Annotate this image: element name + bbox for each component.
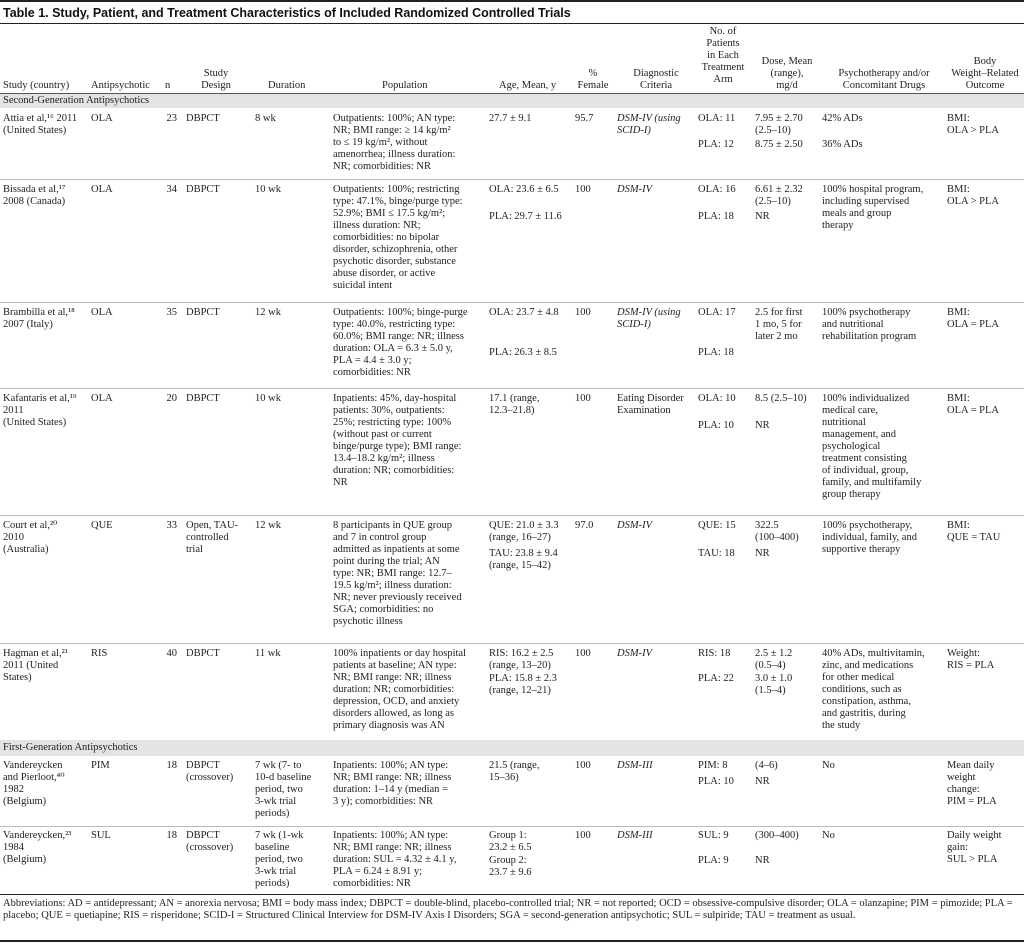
cell-dose-1: 6.61 ± 2.32 (2.5–10): [755, 184, 803, 207]
header-n: n: [165, 80, 171, 91]
cell-female: 100: [575, 760, 591, 771]
cell-female: 100: [575, 393, 591, 404]
cell-design: DBPCT: [186, 307, 220, 318]
cell-n: 18: [166, 830, 177, 841]
cell-female: 95.7: [575, 113, 594, 124]
cell-antipsychotic: OLA: [91, 393, 113, 404]
cell-study: Vandereycken and Pierloot,⁴⁰ 1982 (Belgium): [3, 760, 65, 807]
cell-antipsychotic: PIM: [91, 760, 110, 771]
cell-n: 23: [166, 113, 177, 124]
cell-criteria: DSM-IV: [617, 648, 652, 659]
cell-population: Outpatients: 100%; binge-purge type: 40.0%, restricting type: 60.0%; BMI range: NR; illness duration: OLA = 6.3 ± 5.0 y, PLA = 4.4 ± 3.0 y; comorbidities: NR: [333, 307, 468, 378]
cell-age-2: PLA: 26.3 ± 8.5: [489, 347, 557, 358]
header-patients: No. of Patients in Each Treatment Arm: [701, 26, 745, 85]
cell-dose: 2.5 for first 1 mo, 5 for later 2 mo: [755, 307, 803, 342]
cell-psychotherapy: 100% hospital program, including supervised meals and group therapy: [822, 184, 924, 231]
cell-dose-1: (4–6): [755, 760, 778, 771]
cell-duration: 11 wk: [255, 648, 281, 659]
cell-design: DBPCT: [186, 113, 220, 124]
cell-dose-2: NR: [755, 548, 770, 559]
cell-arm-2: PLA: 18: [698, 347, 734, 358]
cell-criteria: DSM-IV: [617, 520, 652, 531]
cell-arm-2: PLA: 10: [698, 420, 734, 431]
cell-psychotherapy: 100% psychotherapy and nutritional rehabilitation program: [822, 307, 917, 342]
header-population: Population: [382, 80, 428, 91]
cell-population: Outpatients: 100%; AN type: NR; BMI range: ≥ 14 kg/m² to ≤ 19 kg/m², without amenorrhea; illness duration: NR; comorbidities: NR: [333, 113, 456, 172]
row-divider: [0, 515, 1024, 516]
cell-n: 33: [166, 520, 177, 531]
header-age: Age, Mean, y: [499, 80, 557, 91]
cell-n: 20: [166, 393, 177, 404]
cell-dose-2: NR: [755, 776, 770, 787]
cell-weight-outcome: BMI: OLA > PLA: [947, 184, 1000, 207]
cell-population: 100% inpatients or day hospital patients at baseline; AN type: NR; BMI range: NR; illness duration: NR; comorbidities: depression, OCD, and anxiety disorders allowed, as long as primary diagnosis was AN: [333, 648, 466, 731]
row-divider: [0, 302, 1024, 303]
cell-arm-2: PLA: 12: [698, 139, 734, 150]
cell-duration: 8 wk: [255, 113, 276, 124]
cell-n: 40: [166, 648, 177, 659]
cell-arm-1: OLA: 17: [698, 307, 736, 318]
cell-design: DBPCT (crossover): [186, 830, 234, 853]
cell-antipsychotic: QUE: [91, 520, 113, 531]
cell-female: 100: [575, 830, 591, 841]
cell-study: Kafantaris et al,¹⁹ 2011 (United States): [3, 393, 77, 428]
cell-age-2: TAU: 23.8 ± 9.4 (range, 15–42): [489, 548, 558, 571]
cell-arm-1: OLA: 10: [698, 393, 736, 404]
cell-criteria: Eating Disorder Examination: [617, 393, 684, 416]
cell-weight-outcome: BMI: OLA = PLA: [947, 393, 1000, 416]
cell-age-2: Group 2: 23.7 ± 9.6: [489, 855, 532, 878]
cell-duration: 12 wk: [255, 307, 281, 318]
header-design: Study Design: [201, 68, 231, 91]
cell-dose-2: 3.0 ± 1.0 (1.5–4): [755, 673, 793, 696]
cell-design: DBPCT (crossover): [186, 760, 234, 783]
cell-arm-2: PLA: 9: [698, 855, 729, 866]
cell-arm-1: QUE: 15: [698, 520, 736, 531]
cell-study: Attia et al,¹⁶ 2011 (United States): [3, 113, 78, 136]
cell-study: Court et al,²⁰ 2010 (Australia): [3, 520, 58, 555]
cell-arm-2: PLA: 22: [698, 673, 734, 684]
cell-duration: 7 wk (1-wk baseline period, two 3-wk trial periods): [255, 830, 304, 889]
cell-age-1: QUE: 21.0 ± 3.3 (range, 16–27): [489, 520, 559, 543]
top-rule: [0, 0, 1024, 2]
row-divider: [0, 643, 1024, 644]
cell-dose-1: 7.95 ± 2.70 (2.5–10): [755, 113, 803, 136]
cell-n: 34: [166, 184, 177, 195]
cell-age-1: Group 1: 23.2 ± 6.5: [489, 830, 532, 853]
header-duration: Duration: [268, 80, 306, 91]
cell-female: 97.0: [575, 520, 594, 531]
cell-dose-2: NR: [755, 855, 770, 866]
cell-age: 21.5 (range, 15–36): [489, 760, 540, 783]
cell-female: 100: [575, 307, 591, 318]
cell-duration: 12 wk: [255, 520, 281, 531]
cell-design: DBPCT: [186, 184, 220, 195]
cell-age-1: RIS: 16.2 ± 2.5 (range, 13–20): [489, 648, 554, 671]
cell-weight-outcome: BMI: QUE = TAU: [947, 520, 1001, 543]
cell-weight-outcome: Mean daily weight change: PIM = PLA: [947, 760, 997, 807]
cell-psychotherapy-2: 36% ADs: [822, 139, 863, 150]
header-female: % Female: [577, 68, 609, 91]
cell-antipsychotic: OLA: [91, 307, 113, 318]
cell-arm-2: PLA: 18: [698, 211, 734, 222]
cell-study: Vandereycken,²³ 1984 (Belgium): [3, 830, 72, 865]
cell-weight-outcome: BMI: OLA = PLA: [947, 307, 1000, 330]
cell-antipsychotic: SUL: [91, 830, 111, 841]
cell-antipsychotic: OLA: [91, 184, 113, 195]
cell-criteria: DSM-IV: [617, 184, 652, 195]
cell-duration: 10 wk: [255, 393, 281, 404]
title-rule: [0, 23, 1024, 24]
cell-psychotherapy: No: [822, 830, 835, 841]
bottom-rule: [0, 940, 1024, 942]
cell-arm-1: SUL: 9: [698, 830, 729, 841]
cell-study: Hagman et al,²¹ 2011 (United States): [3, 648, 68, 683]
cell-age: 17.1 (range, 12.3–21.8): [489, 393, 540, 416]
cell-population: 8 participants in QUE group and 7 in control group admitted as inpatients at some point during the trial; AN type: NR; BMI range: 12.7– 19.5 kg/m²; illness duration: NR; never previously received SGA; comorbidities: no psychotic illness: [333, 520, 462, 627]
cell-criteria: DSM-III: [617, 760, 653, 771]
cell-population: Outpatients: 100%; restricting type: 47.1%, binge/purge type: 52.9%; BMI ≤ 17.5 kg/m²; illness duration: NR; comorbidities: no bipolar disorder, schizophrenia, other psychotic disorder, substance abuse disorder, or active suicidal intent: [333, 184, 463, 291]
cell-arm-2: PLA: 10: [698, 776, 734, 787]
cell-weight-outcome: Weight: RIS = PLA: [947, 648, 995, 671]
cell-arm-2: TAU: 18: [698, 548, 735, 559]
row-divider: [0, 388, 1024, 389]
cell-female: 100: [575, 184, 591, 195]
cell-criteria: DSM-IV (using SCID-I): [617, 113, 681, 136]
cell-population: Inpatients: 100%; AN type: NR; BMI range: NR; illness duration: 1–14 y (median = 3 y); comorbidities: NR: [333, 760, 452, 807]
cell-duration: 10 wk: [255, 184, 281, 195]
cell-arm-1: RIS: 18: [698, 648, 731, 659]
cell-dose-1: 8.5 (2.5–10): [755, 393, 807, 404]
cell-psychotherapy: No: [822, 760, 835, 771]
cell-population: Inpatients: 100%; AN type: NR; BMI range: NR; illness duration: SUL = 4.32 ± 4.1 y, PLA = 6.24 ± 8.91 y; comorbidities: NR: [333, 830, 457, 889]
cell-antipsychotic: OLA: [91, 113, 113, 124]
footnote-abbreviations: Abbreviations: AD = antidepressant; AN = anorexia nervosa; BMI = body mass index; DBPCT = double-blind, placebo-controlled trial; NR = not reported; OCD = obsessive-compulsive disorder; OLA = olanzapine; PIM = pimozide; PLA = placebo; QUE = quetiapine; RIS = risperidone; SCID-I = Structured Clinical Interview for DSM-IV Axis I Disorders; SGA = second-generation antipsychotic; SUL = sulpiride; TAU = treatment as usual.: [3, 898, 1013, 921]
cell-study: Bissada et al,¹⁷ 2008 (Canada): [3, 184, 66, 207]
cell-female: 100: [575, 648, 591, 659]
table-bottom-rule: [0, 894, 1024, 895]
cell-n: 18: [166, 760, 177, 771]
cell-age-2: PLA: 15.8 ± 2.3 (range, 12–21): [489, 673, 557, 696]
cell-criteria: DSM-III: [617, 830, 653, 841]
cell-arm-1: PIM: 8: [698, 760, 728, 771]
cell-dose-1: (300–400): [755, 830, 799, 841]
cell-antipsychotic: RIS: [91, 648, 108, 659]
header-weight-outcome: Body Weight–Related Outcome: [951, 56, 1019, 91]
cell-dose-2: NR: [755, 420, 770, 431]
cell-weight-outcome: Daily weight gain: SUL > PLA: [947, 830, 1002, 865]
cell-psychotherapy: 40% ADs, multivitamin, zinc, and medications for other medical conditions, such as constipation, asthma, and gastritis, during the study: [822, 648, 925, 731]
cell-weight-outcome: BMI: OLA > PLA: [947, 113, 1000, 136]
cell-design: Open, TAU- controlled trial: [186, 520, 239, 555]
header-criteria: Diagnostic Criteria: [633, 68, 679, 91]
cell-n: 35: [166, 307, 177, 318]
cell-arm-1: OLA: 16: [698, 184, 736, 195]
cell-arm-1: OLA: 11: [698, 113, 736, 124]
cell-psychotherapy: 100% individualized medical care, nutritional management, and psychological treatment consisting of individual, group, family, and multifamily group therapy: [822, 393, 922, 500]
cell-age: 27.7 ± 9.1: [489, 113, 532, 124]
cell-dose-1: 2.5 ± 1.2 (0.5–4): [755, 648, 793, 671]
cell-age-2: PLA: 29.7 ± 11.6: [489, 211, 562, 222]
row-divider: [0, 826, 1024, 827]
section-first-generation: First-Generation Antipsychotics: [0, 740, 1024, 756]
header-dose: Dose, Mean (range), mg/d: [761, 56, 813, 91]
cell-duration: 7 wk (7- to 10-d baseline period, two 3-wk trial periods): [255, 760, 312, 819]
cell-criteria: DSM-IV (using SCID-I): [617, 307, 681, 330]
cell-age-1: OLA: 23.6 ± 6.5: [489, 184, 559, 195]
cell-dose-2: 8.75 ± 2.50: [755, 139, 803, 150]
header-antipsychotic: Antipsychotic: [91, 80, 150, 91]
cell-study: Brambilla et al,¹⁸ 2007 (Italy): [3, 307, 75, 330]
cell-psychotherapy-1: 42% ADs: [822, 113, 863, 124]
cell-dose-2: NR: [755, 211, 770, 222]
cell-population: Inpatients: 45%, day-hospital patients: 30%, outpatients: 25%; restricting type: 100% (without past or current binge/purge type); BMI range: 13.4–18.2 kg/m²; illness duration: NR; comorbidities: NR: [333, 393, 462, 488]
table-title: Table 1. Study, Patient, and Treatment Characteristics of Included Randomized Controlled Trials: [3, 6, 571, 20]
cell-design: DBPCT: [186, 648, 220, 659]
header-study: Study (country): [3, 80, 70, 91]
cell-psychotherapy: 100% psychotherapy, individual, family, and supportive therapy: [822, 520, 917, 555]
cell-dose-1: 322.5 (100–400): [755, 520, 799, 543]
header-psychotherapy: Psychotherapy and/or Concomitant Drugs: [838, 68, 930, 91]
row-divider: [0, 179, 1024, 180]
cell-age-1: OLA: 23.7 ± 4.8: [489, 307, 559, 318]
cell-design: DBPCT: [186, 393, 220, 404]
section-second-generation: Second-Generation Antipsychotics: [0, 94, 1024, 108]
